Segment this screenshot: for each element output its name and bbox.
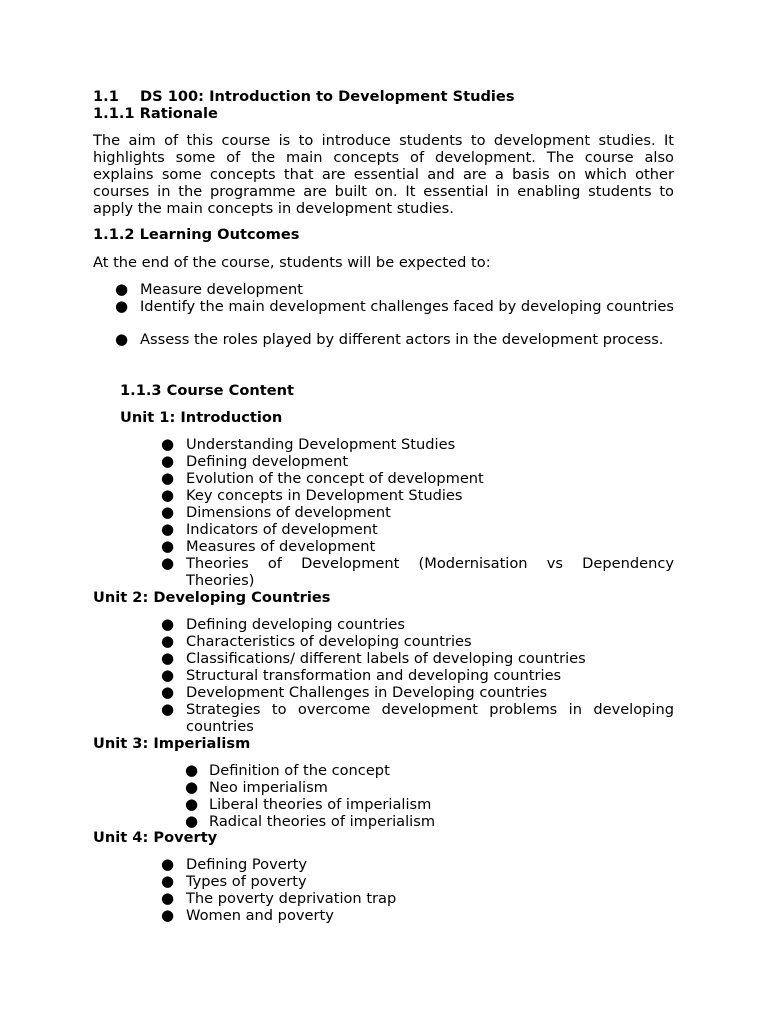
bullet-icon: ● (185, 812, 199, 830)
bullet-icon: ● (161, 855, 175, 873)
content-heading: 1.1.3 Course Content (120, 382, 294, 399)
bullet-icon: ● (161, 700, 175, 718)
unit-title: Unit 4: Poverty (93, 829, 218, 846)
bullet-icon: ● (115, 280, 129, 298)
bullet-icon: ● (161, 615, 175, 633)
bullet-icon: ● (185, 778, 199, 796)
bullet-icon: ● (161, 486, 175, 504)
bullet-icon: ● (185, 761, 199, 779)
bullet-icon: ● (161, 520, 175, 538)
rationale-paragraph: The aim of this course is to introduce students to development studies. It highlights some of the main concepts of development. The course also explains some concepts that are essential and are a basis on which other courses in the programme are built on. It essential in enabling students to apply the main concepts in development studies. (93, 132, 674, 217)
bullet-icon: ● (161, 503, 175, 521)
bullet-icon: ● (161, 537, 175, 555)
bullet-icon: ● (161, 554, 175, 572)
unit-title: Unit 1: Introduction (120, 409, 283, 426)
course-title: DS 100: Introduction to Development Studies (140, 88, 515, 105)
outcomes-heading: 1.1.2 Learning Outcomes (93, 226, 300, 243)
bullet-icon: ● (161, 889, 175, 907)
rationale-heading: 1.1.1 Rationale (93, 105, 218, 122)
document-page: 1.1 DS 100: Introduction to Development Studies 1.1.1 Rationale The aim of this course is to introduce students to development studies. It highlights some of the main concepts of development. The course also explains some concepts that are essential and are a basis on which other courses in the programme are built on. It essential in enabling students to apply the main concepts in development studies. 1.1.2 Learning Outcomes At the end of the course, students will be expected to: ● Measure development ● Identify the main development challenges faced by developing countries ● Assess the roles played by different actors in the development process. 1.1.3 Course Content Unit 1: Introduction ● Understanding Development Studies ● Defining development ● Evolution of the concept of development ● Key concepts in Development Studies ● Dimensions of development ● Indicators of development ● Measures of development ● Theories of Development (Modernisation vs Dependency Theories) Unit 2: Developing Countries ● Defining developing countries ● Characteristics of developing countries ● Classifications/ different labels of developing countries ● Structural transformation and developing countries ● Development Challenges in Developing countries ● Strategies to overcome development problems in developing countries Unit 3: Imperialism ● Definition of the concept ● Neo imperialism ● Liberal theories of imperialism ● Radical theories of imperialism Unit 4: Poverty ● Defining Poverty ● Types of poverty ● The poverty deprivation trap ● Women and poverty (93, 88, 675, 924)
bullet-icon: ● (161, 872, 175, 890)
section-number: 1.1 (93, 88, 119, 105)
bullet-icon: ● (115, 330, 129, 348)
bullet-icon: ● (185, 795, 199, 813)
bullet-icon: ● (161, 452, 175, 470)
unit-title: Unit 2: Developing Countries (93, 589, 331, 606)
bullet-icon: ● (115, 297, 129, 315)
bullet-icon: ● (161, 435, 175, 453)
bullet-icon: ● (161, 666, 175, 684)
unit-title: Unit 3: Imperialism (93, 735, 251, 752)
bullet-icon: ● (161, 649, 175, 667)
bullet-icon: ● (161, 683, 175, 701)
bullet-icon: ● (161, 632, 175, 650)
bullet-icon: ● (161, 469, 175, 487)
outcomes-intro: At the end of the course, students will be expected to: (93, 254, 491, 271)
bullet-icon: ● (161, 906, 175, 924)
